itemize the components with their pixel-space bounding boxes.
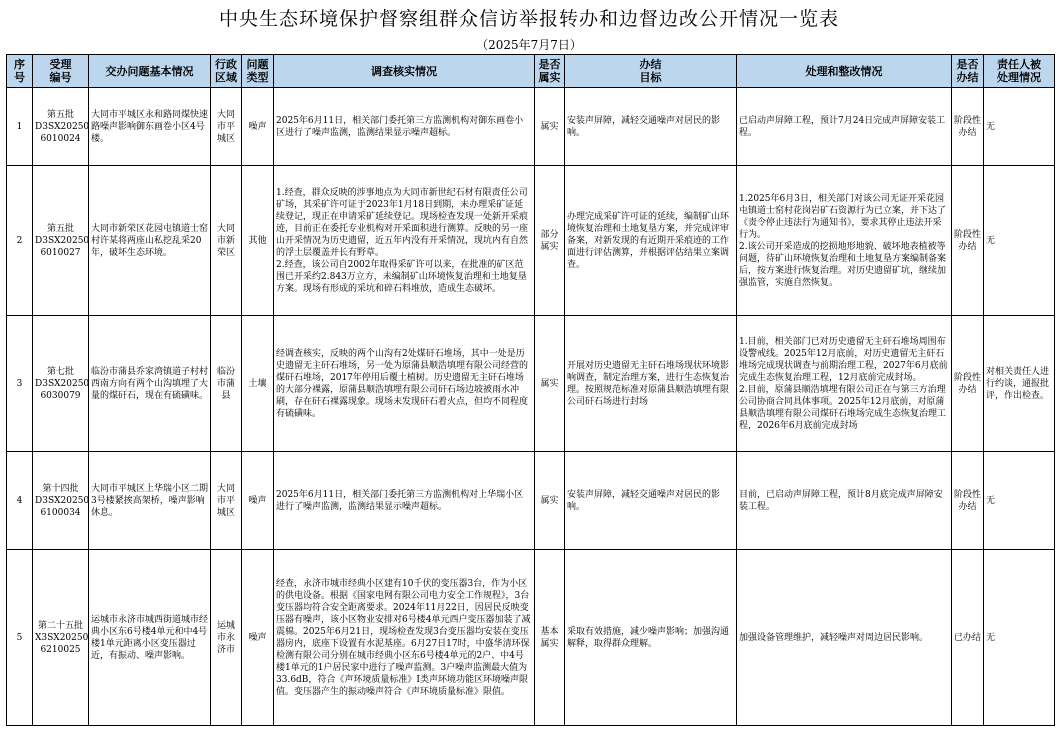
cell-type: 噪声 — [242, 88, 274, 166]
cell-goal: 安装声屏障，减轻交通噪声对居民的影响。 — [565, 88, 737, 166]
header-is-true — [535, 55, 565, 88]
header-handling: 处理和整改情况 — [737, 55, 952, 88]
cell-is-true: 属实 — [535, 452, 565, 550]
cell-accountability: 对相关责任人进行约谈，通报批评，作出检查。 — [984, 316, 1055, 452]
header-type — [242, 55, 274, 88]
cell-seq: 5 — [7, 550, 33, 726]
cell-investigation: 经查，永济市城市经典小区建有10千伏的变压器3台，作为小区的供电设备。根据《国家电网有限公司电力安全工作规程》，3台变压器均符合安全距离要求。2024年11月22日，因居民反映变压器有噪声，该小区物业安排对6号楼4单元西户变压器加装了减震棉。2025年6月21日，现场检查发现3台变压器均安装在变压器房内，底座下设置有水泥基座。6月27日17时，中盛华清环保检测有限公司分别在城市经典小区东6号楼4单元的2户、中4号楼1单元的1户居民家中进行了噪声监测。3户噪声监测最大值为33.6dB，符合《声环境质量标准》Ⅰ类声环境功能区环境噪声限值。变压器产生的振动噪声符合《声环境质量标准》限值。 — [274, 550, 535, 726]
cell-handling: 已启动声屏障工程，预计7月24日完成声屏障安装工程。 — [737, 88, 952, 166]
table-row — [7, 166, 1055, 316]
header-accountability-line1: 责任人被 — [997, 58, 1041, 71]
table-row — [7, 88, 1055, 166]
cell-id-number: 6010024 — [40, 133, 81, 144]
cell-done: 阶段性办结 — [952, 316, 984, 452]
cell-id-code: D3SX20250 — [35, 121, 90, 132]
cell-investigation: 2025年6月11日，相关部门委托第三方监测机构对上华瑞小区进行了噪声监测，监测结果显示噪声超标。 — [274, 452, 535, 550]
cell-type: 噪声 — [242, 452, 274, 550]
header-seq: 序号 — [7, 55, 33, 88]
cell-id-number: 6030079 — [40, 390, 81, 401]
cell-investigation — [274, 166, 535, 316]
cell-id-batch: 第十四批 — [42, 483, 79, 494]
paragraph: 1.经查，群众反映的涉事地点为大同市新世纪石材有限责任公司矿场，其采矿许可证于2023年1月18日到期，未办理采矿证延续登记，现正在申请采矿延续登记。现场检查发现一处新开采痕迹，目前正在委托专业机构对开采面积进行测算。反映的另一座山开采情况为历史遗留，近五年内没有开采情况，现坑内有自然的浮土层覆盖并长有野草。 — [276, 187, 529, 258]
cell-done: 阶段性办结 — [952, 88, 984, 166]
cell-type: 其他 — [242, 166, 274, 316]
cell-issue: 大同市新荣区花园屯镇道士窑村许某将两座山私挖乱采20年，破坏生态环境。 — [89, 166, 211, 316]
cell-goal: 采取有效措施，减少噪声影响；加强沟通解释，取得群众理解。 — [565, 550, 737, 726]
header-goal-line2: 目标 — [639, 71, 662, 84]
header-issue: 交办问题基本情况 — [89, 55, 211, 88]
cell-seq: 4 — [7, 452, 33, 550]
cell-id-code: D3SX20250 — [35, 495, 90, 506]
header-district-line2: 区域 — [215, 71, 237, 84]
header-accountability — [984, 55, 1055, 88]
cell-seq: 3 — [7, 316, 33, 452]
table-row — [7, 550, 1055, 726]
cell-accountability: 无 — [984, 452, 1055, 550]
cell-district: 大同市新荣区 — [211, 166, 242, 316]
paragraph: 2.目前，原蒲县顺浩填埋有限公司正在与第三方治理公司协商合同具体事项。2025年12月底前，对原蒲县顺浩填埋有限公司煤矸石堆场完成生态恢复治理工程，2026年6月底前完成封场 — [739, 384, 947, 431]
paragraph: 2.经查，该公司自2002年取得采矿许可以来，在批准的矿区范围已开采约2.843万立方，未编制矿山环境恢复治理和土地复垦方案。现场有形成的采坑和碎石料堆放，造成生态破坏。 — [276, 259, 527, 294]
cell-id-batch: 第五批 — [46, 223, 74, 234]
cell-issue: 运城市永济市城西街道城市经典小区东6号楼4单元和中4号楼1单元距离小区变压器过近，有振动、噪声影响。 — [89, 550, 211, 726]
cell-goal: 安装声屏障，减轻交通噪声对居民的影响。 — [565, 452, 737, 550]
header-is-true-line1: 是否 — [538, 58, 561, 71]
header-type-line2: 类型 — [246, 71, 269, 84]
table-body — [7, 88, 1055, 726]
cell-district: 大同市平城区 — [211, 452, 242, 550]
header-goal-line1: 办结 — [639, 58, 662, 71]
header-type-line1: 问题 — [246, 58, 269, 71]
table-row — [7, 316, 1055, 452]
header-done-line1: 是否 — [956, 58, 979, 71]
cell-id — [33, 166, 89, 316]
cell-investigation: 2025年6月11日，相关部门委托第三方监测机构对御东画卷小区进行了噪声监测，监测结果显示噪声超标。 — [274, 88, 535, 166]
header-row — [7, 55, 1055, 88]
cell-id — [33, 452, 89, 550]
cell-is-true: 属实 — [535, 316, 565, 452]
cell-district: 临汾市蒲县 — [211, 316, 242, 452]
header-id — [33, 55, 89, 88]
petition-table — [6, 54, 1055, 726]
cell-accountability: 无 — [984, 166, 1055, 316]
header-goal — [565, 55, 737, 88]
cell-id-batch: 第七批 — [46, 366, 74, 377]
header-done — [952, 55, 984, 88]
cell-issue: 大同市平城区永和路同煤快速路噪声影响御东画卷小区4号楼。 — [89, 88, 211, 166]
cell-issue: 临汾市蒲县乔家湾镇道子村村西南方向有两个山沟填埋了大量的煤矸石，现在有硫磺味。 — [89, 316, 211, 452]
cell-accountability: 无 — [984, 88, 1055, 166]
paragraph: 1.2025年6月3日，相关部门对该公司无证开采花园屯镇道士窑村花岗岩矿石资源行为已立案，并下达了《责令停止违法行为通知书》，要求其停止违法开采行为。 — [739, 193, 947, 240]
cell-issue: 大同市平城区上华瑞小区二期3号楼紧挨高架桥，噪声影响休息。 — [89, 452, 211, 550]
header-district — [211, 55, 242, 88]
cell-id-batch: 第五批 — [46, 109, 74, 120]
cell-handling — [737, 316, 952, 452]
cell-type: 噪声 — [242, 550, 274, 726]
cell-is-true: 属实 — [535, 88, 565, 166]
cell-id-code: D3SX20250 — [35, 235, 90, 246]
document-title: 中央生态环境保护督察组群众信访举报转办和边督边改公开情况一览表 — [218, 8, 839, 30]
header-id-line1: 受理 — [49, 58, 72, 71]
cell-id — [33, 316, 89, 452]
cell-id — [33, 88, 89, 166]
cell-done: 阶段性办结 — [952, 166, 984, 316]
cell-seq: 2 — [7, 166, 33, 316]
header-district-line1: 行政 — [215, 58, 237, 71]
cell-id-code: X3SX20250 — [35, 632, 89, 643]
cell-is-true: 部分属实 — [535, 166, 565, 316]
cell-done: 阶段性办结 — [952, 452, 984, 550]
header-is-true-line2: 属实 — [538, 71, 561, 84]
cell-district: 运城市永济市 — [211, 550, 242, 726]
cell-type: 土壤 — [242, 316, 274, 452]
cell-id-number: 6100034 — [40, 507, 81, 518]
table-row — [7, 452, 1055, 550]
paragraph: 2.该公司开采造成的挖损地形地貌、破坏地表植被等问题，待矿山环境恢复治理和土地复垦方案编制备案后，按方案进行恢复治理。对历史遗留矿坑，继续加强监管，实施自然恢复。 — [739, 241, 947, 288]
cell-handling — [737, 166, 952, 316]
cell-id — [33, 550, 89, 726]
cell-goal: 办理完成采矿许可证的延续，编制矿山环境恢复治理和土地复垦方案，并完成评审备案，对新发现的有近期开采痕迹的工作面进行评估测算，并根据评估结果立案调查。 — [565, 166, 737, 316]
header-done-line2: 办结 — [956, 71, 979, 84]
cell-investigation: 经调查核实，反映的两个山沟有2处煤矸石堆场，其中一处是历史遗留无主矸石堆场，另一处为原蒲县顺浩填埋有限公司经营的煤矸石堆场，2017年停用后覆土植树。历史遗留无主矸石堆场的大部分裸露，原蒲县顺浩填埋有限公司矸石场边坡被雨水冲刷，存在矸石裸露现象。现场未发现矸石着火点，但均不同程度有硫磺味。 — [274, 316, 535, 452]
header-accountability-line2: 处理情况 — [997, 71, 1041, 84]
cell-is-true: 基本属实 — [535, 550, 565, 726]
cell-district: 大同市平城区 — [211, 88, 242, 166]
paragraph: 1.目前，相关部门已对历史遗留无主矸石堆场周围布设警戒线。2025年12月底前，对历史遗留无主矸石堆场完成现状调查与前期治理工程，2027年6月底前完成生态恢复治理工程，12月底前完成封场。 — [739, 336, 948, 383]
cell-goal: 开展对历史遗留无主矸石堆场现状环境影响调查，制定治理方案，进行生态恢复治理。按照规范标准对原蒲县顺浩填埋有限公司矸石场进行封场 — [565, 316, 737, 452]
cell-handling: 目前，已启动声屏障工程，预计8月底完成声屏障安装工程。 — [737, 452, 952, 550]
cell-id-number: 6010027 — [40, 247, 81, 258]
cell-id-number: 6210025 — [40, 644, 81, 655]
header-investigation: 调查核实情况 — [274, 55, 535, 88]
cell-id-batch: 第二十五批 — [37, 620, 83, 631]
cell-done: 已办结 — [952, 550, 984, 726]
cell-handling: 加强设备管理维护，减轻噪声对周边居民影响。 — [737, 550, 952, 726]
cell-id-code: D3SX20250 — [35, 378, 90, 389]
cell-seq: 1 — [7, 88, 33, 166]
header-id-line2: 编号 — [49, 71, 72, 84]
document-date: （2025年7月7日） — [476, 38, 582, 52]
cell-accountability: 无 — [984, 550, 1055, 726]
